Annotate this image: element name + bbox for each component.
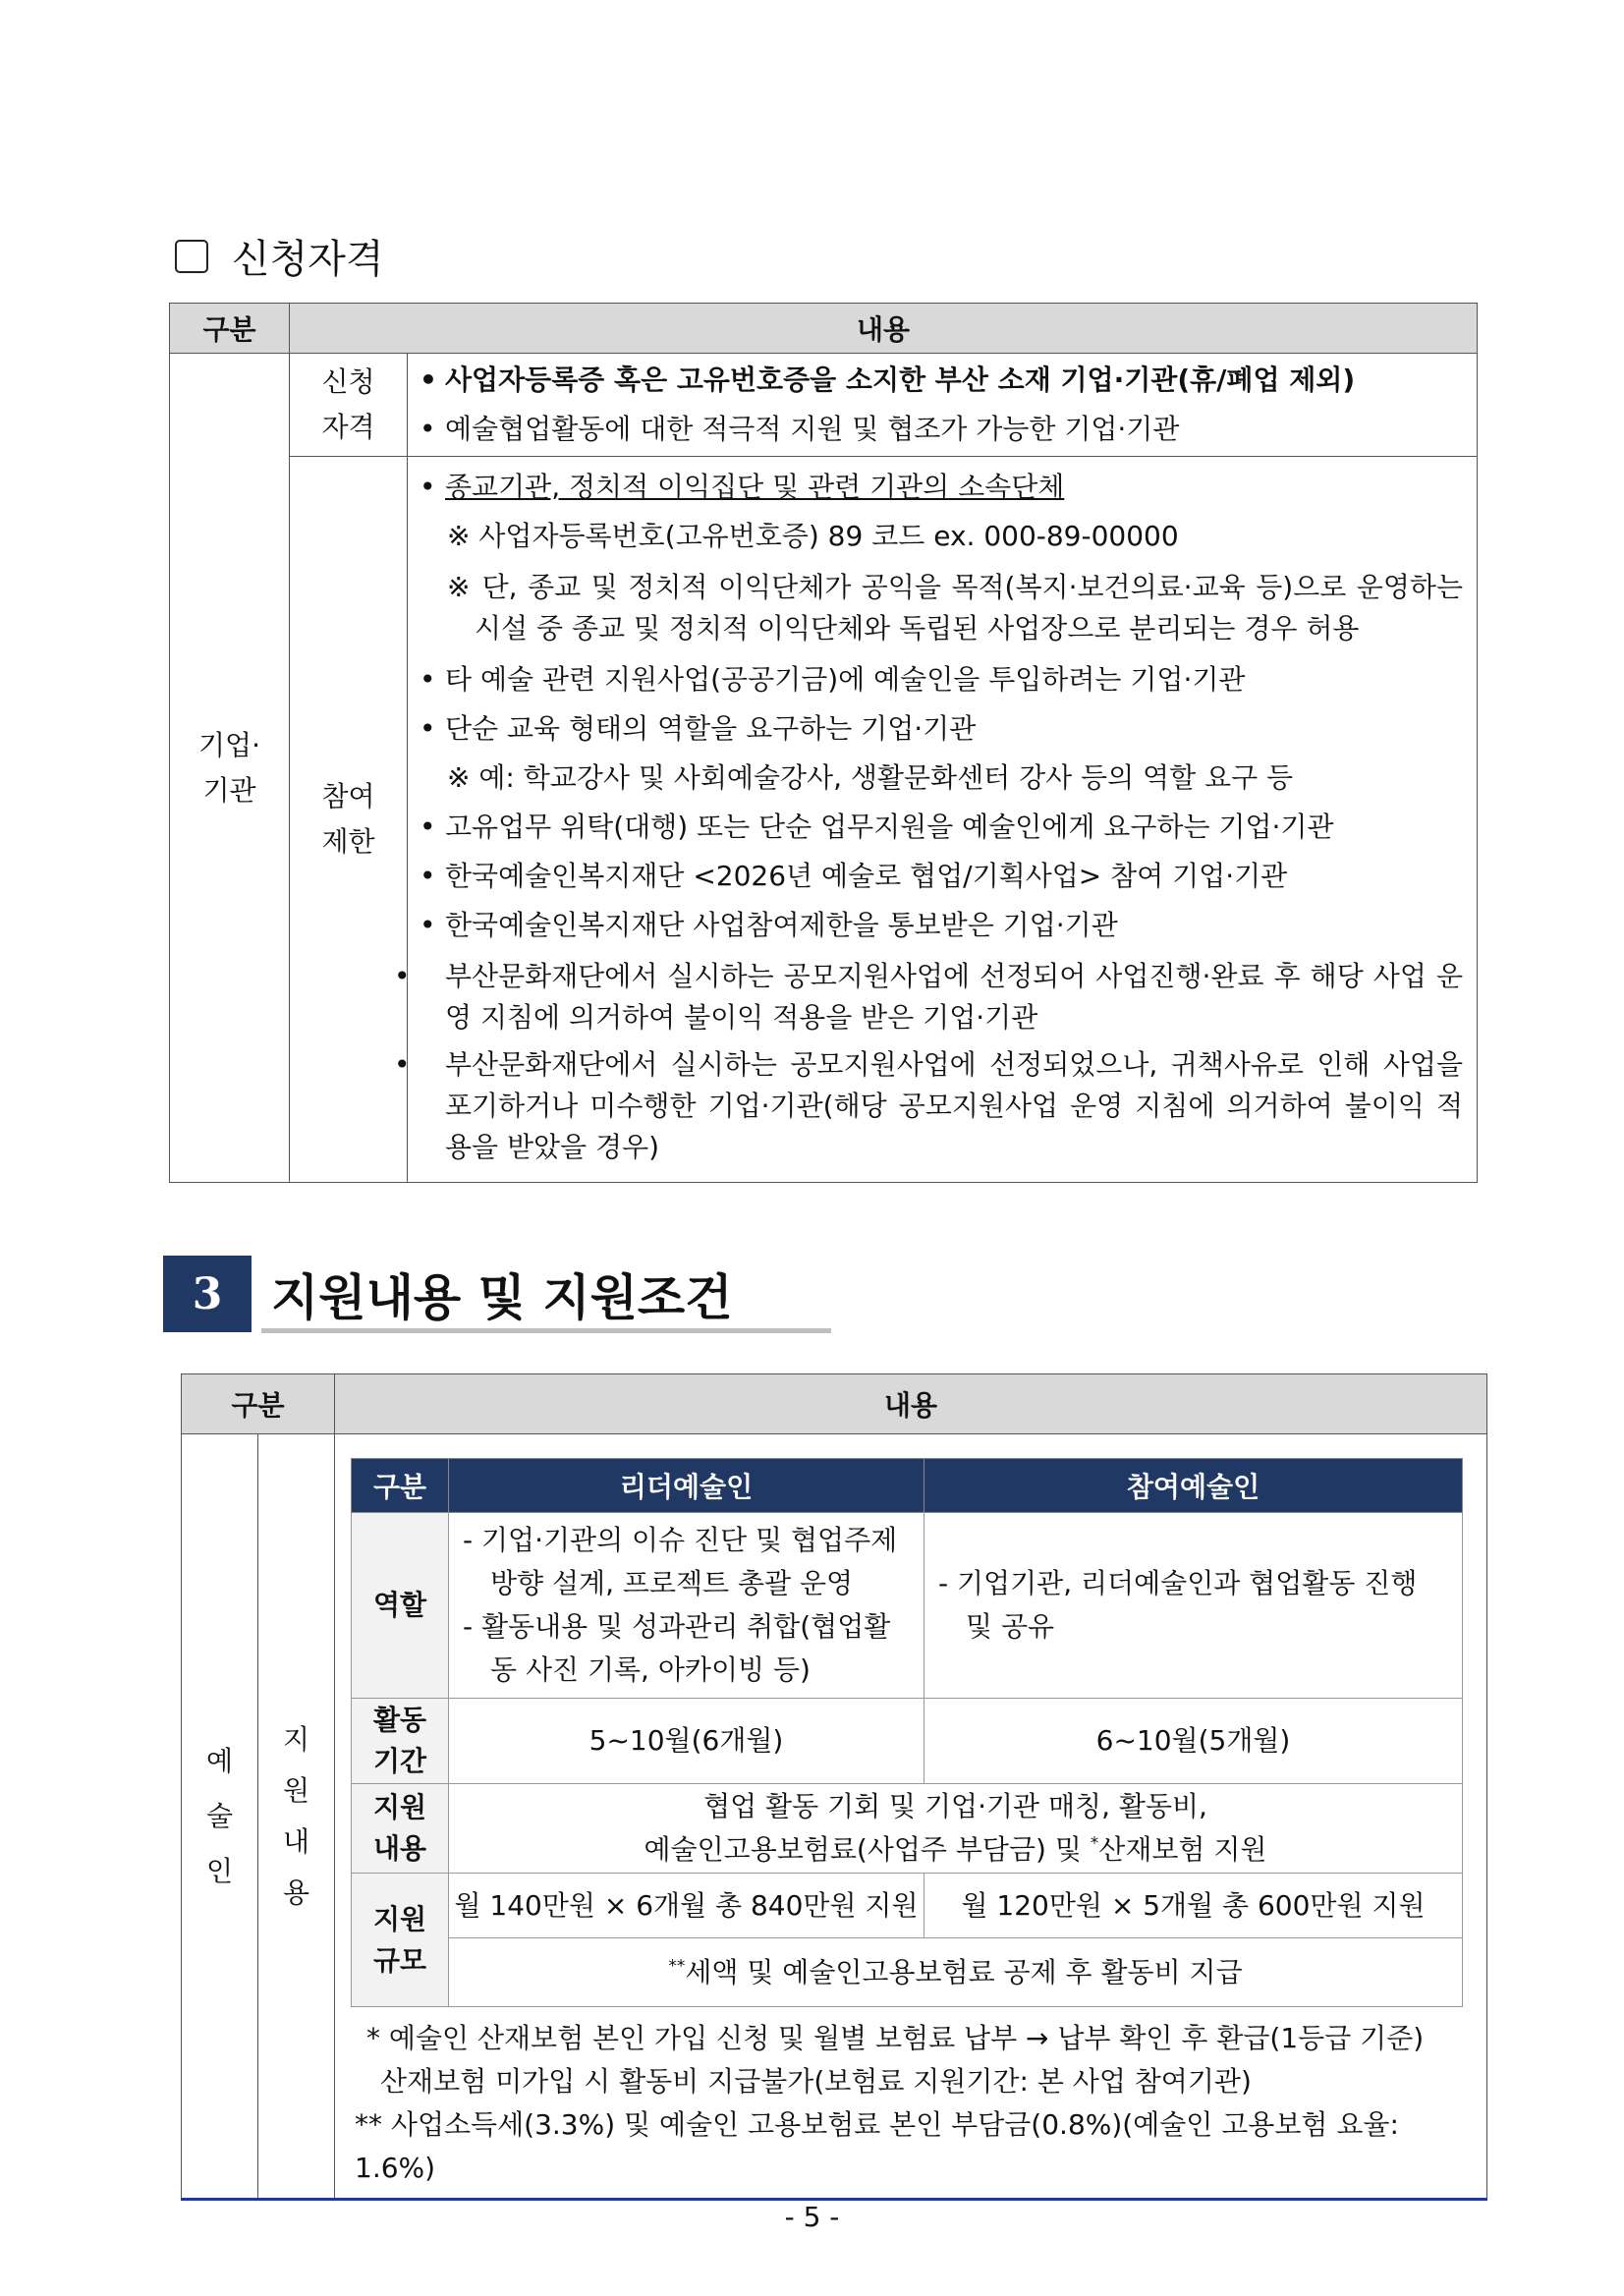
- restriction-note: ※ 단, 종교 및 정치적 이익단체가 공익을 목적(복지·보건의료·교육 등)으로 운영하는 시설 중 종교 및 정치적 이익단체와 독립된 사업장으로 분리되는 경우 허용: [447, 571, 1463, 644]
- footnote-marker: *: [1090, 1833, 1099, 1854]
- restriction-item: • 타 예술 관련 지원사업(공공기금)에 예술인을 투입하려는 기업·기관: [420, 655, 1463, 704]
- leader-role: - 기업·기관의 이슈 진단 및 협업주제 방향 설계, 프로젝트 총괄 운영: [463, 1524, 898, 1599]
- support-line: [450, 1828, 1461, 1872]
- inner-header-participant: 참여예술인: [924, 1459, 1463, 1513]
- participant-period: 6~10월(5개월): [924, 1699, 1463, 1784]
- eligibility-label: 신청 자격: [290, 354, 408, 457]
- scale-note-text: 세액 및 예술인고용보험료 공제 후 활동비 지급: [685, 1955, 1243, 1988]
- support-content-label: 지 원 내 용: [258, 1434, 335, 2200]
- eligibility-table: [169, 303, 1478, 1183]
- restriction-item: • 단순 교육 형태의 역할을 요구하는 기업·기관: [420, 704, 1463, 754]
- group-label: 기업· 기관: [170, 354, 290, 1183]
- support-description: [449, 1784, 1463, 1874]
- scale-note: [449, 1938, 1463, 2007]
- participant-role: - 기업기관, 리더예술인과 협업활동 진행 및 공유: [938, 1567, 1418, 1643]
- eligibility-item: • 예술협업활동에 대한 적극적 지원 및 협조가 가능한 기업·기관: [420, 405, 1463, 454]
- restriction-item: • 한국예술인복지재단 사업참여제한을 통보받은 기업·기관: [420, 901, 1463, 950]
- scale-label: 지원 규모: [352, 1874, 449, 2007]
- leader-role: - 활동내용 및 성과관리 취합(협업활동 사진 기록, 아카이빙 등): [463, 1610, 891, 1686]
- restriction-label: 참여 제한: [290, 457, 408, 1183]
- section-number-badge: 3: [163, 1256, 252, 1332]
- support-line: 협업 활동 기회 및 기업·기관 매칭, 활동비,: [703, 1790, 1207, 1822]
- footnote-marker: **: [668, 1956, 686, 1977]
- inner-header-leader: 리더예술인: [449, 1459, 924, 1513]
- restriction-note: ※ 예: 학교강사 및 사회예술강사, 생활문화센터 강사 등의 역할 요구 등: [447, 761, 1294, 794]
- restriction-item: • 부산문화재단에서 실시하는 공모지원사업에 선정되었으나, 귀책사유로 인해 사업을 포기하거나 미수행한 기업·기관(해당 공모지원사업 운영 지침에 의거하여 불이익 적용을 받았을 경우): [420, 1044, 1463, 1168]
- role-label: 역할: [352, 1513, 449, 1699]
- section-title: 신청자격: [232, 237, 384, 282]
- title-underline: [261, 1328, 831, 1333]
- restriction-note: ※ 사업자등록번호(고유번호증) 89 코드 ex. 000-89-00000: [447, 520, 1179, 552]
- artist-role-table: [351, 1458, 1463, 2007]
- footnote: ** 사업소득세(3.3%) 및 예술인 고용보험료 본인 부담금(0.8%)(예술인 고용보험 요율: 1.6%): [355, 2108, 1399, 2184]
- header-content: 내용: [290, 304, 1478, 354]
- footnote: * 예술인 산재보험 본인 가입 신청 및 월별 보험료 납부 → 납부 확인 후 환급(1등급 기준): [366, 2022, 1425, 2054]
- header-category: 구분: [170, 304, 290, 354]
- support-table: [181, 1373, 1487, 2201]
- footnotes: [355, 2017, 1473, 2190]
- restriction-item: • 고유업무 위탁(대행) 또는 단순 업무지원을 예술인에게 요구하는 기업·기관: [420, 803, 1463, 852]
- section-heading-eligibility: [175, 228, 384, 284]
- participant-scale: 월 120만원 × 5개월 총 600만원 지원: [924, 1874, 1463, 1938]
- artist-label: 예 술 인: [182, 1434, 258, 2200]
- section-title: 지원내용 및 지원조건: [271, 1269, 733, 1326]
- leader-scale: 월 140만원 × 6개월 총 840만원 지원: [449, 1874, 924, 1938]
- restriction-item: • 부산문화재단에서 실시하는 공모지원사업에 선정되어 사업진행·완료 후 해당 사업 운영 지침에 의거하여 불이익 적용을 받은 기업·기관: [420, 956, 1463, 1038]
- restriction-item: 종교기관, 정치적 이익집단 및 관련 기관의 소속단체: [445, 471, 1065, 503]
- period-label: 활동 기간: [352, 1699, 449, 1784]
- header-category: 구분: [182, 1374, 335, 1434]
- support-text: 예술인고용보험료(사업주 부담금) 및: [644, 1833, 1091, 1866]
- restriction-item: • 한국예술인복지재단 <2026년 예술로 협업/기획사업> 참여 기업·기관: [420, 852, 1463, 901]
- header-content: 내용: [335, 1374, 1487, 1434]
- inner-header-category: 구분: [352, 1459, 449, 1513]
- checkbox-square-icon: [175, 240, 208, 273]
- footnote: 산재보험 미가입 시 활동비 지급불가(보험료 지원기간: 본 사업 참여기관): [380, 2065, 1252, 2098]
- support-label: 지원 내용: [352, 1784, 449, 1874]
- page-number: - 5 -: [784, 2201, 840, 2233]
- eligibility-item: • 사업자등록증 혹은 고유번호증을 소지한 부산 소재 기업·기관(휴/폐업 제외): [420, 356, 1463, 405]
- leader-period: 5~10월(6개월): [449, 1699, 924, 1784]
- support-text: 산재보험 지원: [1098, 1833, 1267, 1866]
